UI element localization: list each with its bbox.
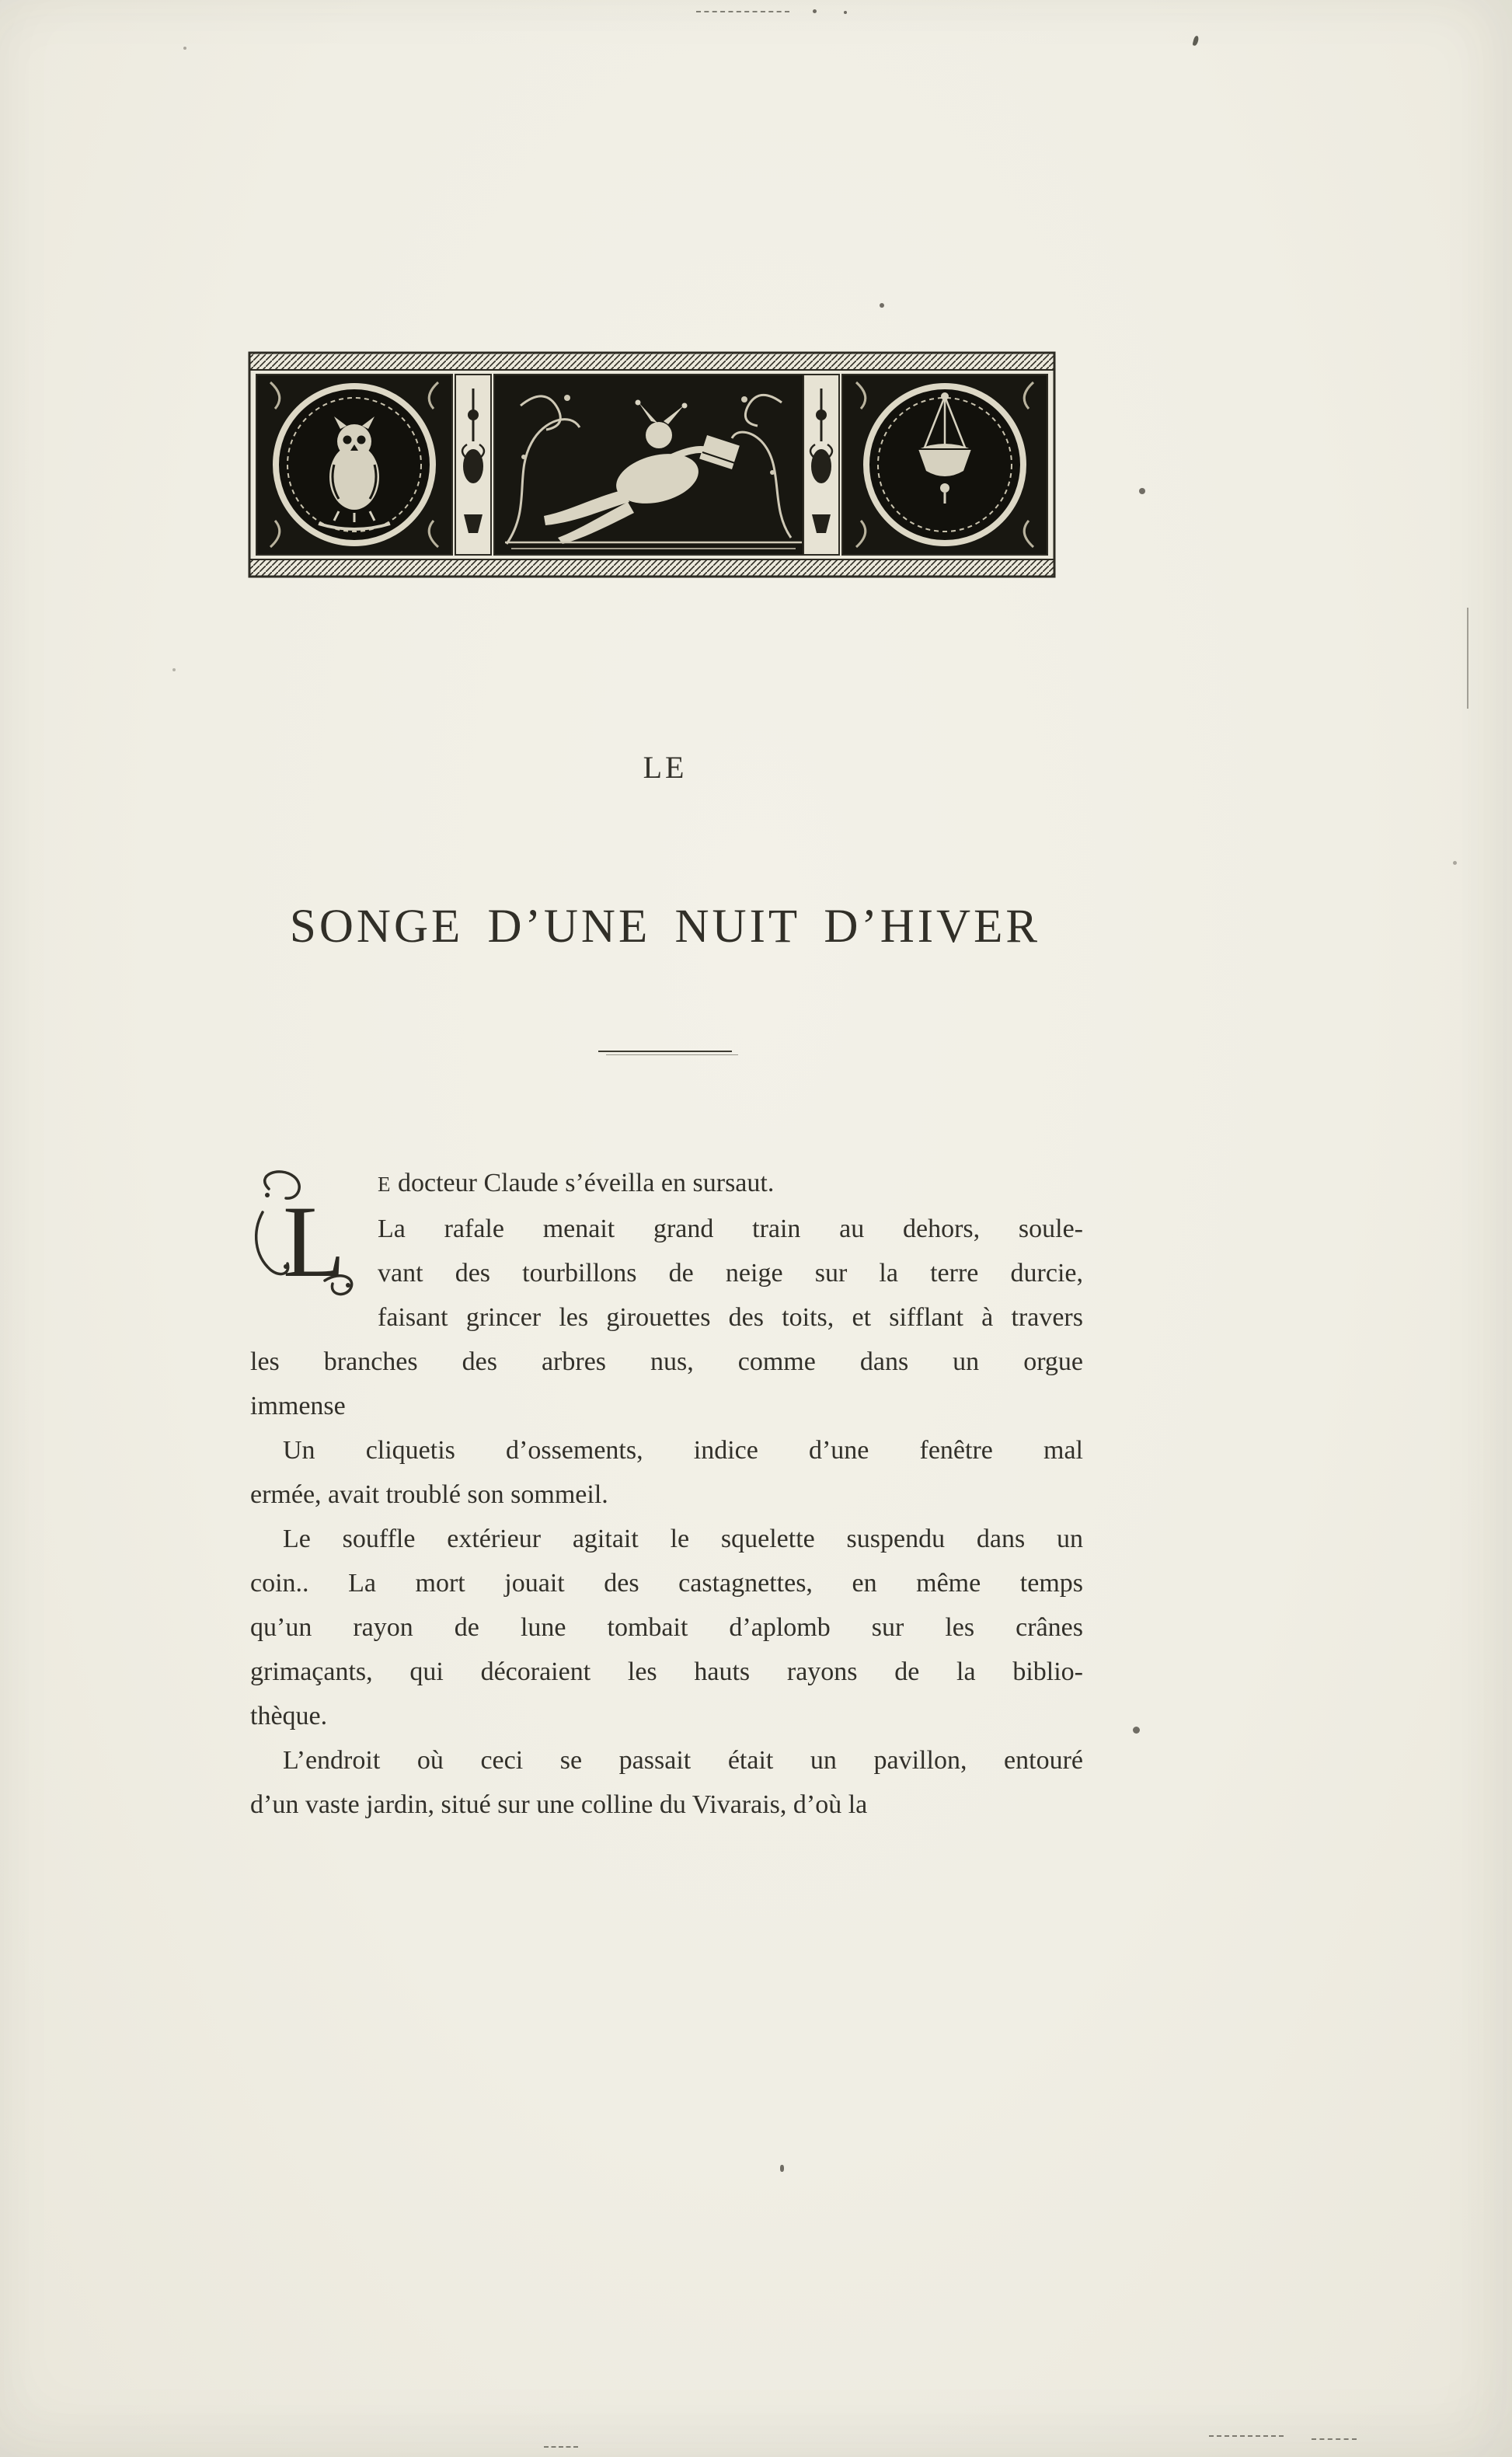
text-line: qu’un rayon de lune tombait d’aplomb sur les crânes [250,1613,1083,1642]
text-line: thèque. [250,1702,328,1730]
scan-artifact [1453,861,1457,865]
text-line: d’un vaste jardin, situé sur une colline du Vivarais, d’où la [250,1790,868,1819]
scan-artifact [880,303,884,308]
text-line: Un cliquetis d’ossements, indice d’une fenêtre mal [283,1436,1083,1465]
text-line: immense [250,1392,346,1420]
scan-artifact [172,668,176,671]
scan-artifact [1312,2438,1357,2440]
text-line: les branches des arbres nus, comme dans un orgue [250,1347,1083,1376]
headpiece-engraving [247,348,1057,581]
text-line: vant des tourbillons de neige sur la terre durcie, [378,1259,1083,1288]
drop-cap-letter: L [283,1184,346,1296]
scan-artifact [813,9,817,13]
hanging-lamp-icon [842,375,1047,555]
divider-rule [598,1051,732,1057]
scan-artifact [183,47,186,50]
text-line [250,1161,1083,1207]
text-line: faisant grincer les girouettes des toits, et sifflant à travers [378,1303,1083,1332]
body-text [250,1161,1083,1827]
owl-icon [256,375,452,555]
text-line: L’endroit où ceci se passait était un pavillon, entouré [283,1746,1083,1775]
title-divider [249,1051,1082,1057]
scan-artifact [1133,1727,1140,1734]
chapter-word-le: LE [643,750,688,785]
scan-artifact [780,2165,784,2172]
ornate-drop-cap [250,1167,367,1296]
text-line: Le souffle extérieur agitait le squelette suspendu dans un [283,1525,1083,1553]
drop-cap-engraving [250,1167,367,1296]
pilaster-ornament-icon [455,375,491,555]
scan-artifact [1193,35,1200,46]
scan-artifact [844,11,847,14]
scan-artifact [696,11,789,12]
text-line: grimaçants, qui décoraient les hauts rayons de la biblio- [250,1657,1083,1686]
small-cap-letter: E [378,1173,392,1196]
reclining-jester-reading-icon [494,375,803,555]
scan-artifact [1139,488,1145,494]
pilaster-ornament-icon [803,375,839,555]
page-title: SONGE D’UNE NUIT D’HIVER [289,901,1041,953]
text-line: La rafale menait grand train au dehors, soule- [378,1215,1083,1243]
scan-artifact [544,2446,578,2448]
text-line: ermée, avait troublé son sommeil. [250,1480,608,1509]
scan-artifact [1467,608,1468,709]
text-line-rest: docteur Claude s’éveilla en sursaut. [391,1169,775,1197]
scan-artifact [1209,2435,1284,2437]
text-line: coin.. La mort jouait des castagnettes, en même temps [250,1569,1083,1598]
engraved-headpiece-ornament [247,348,1057,585]
